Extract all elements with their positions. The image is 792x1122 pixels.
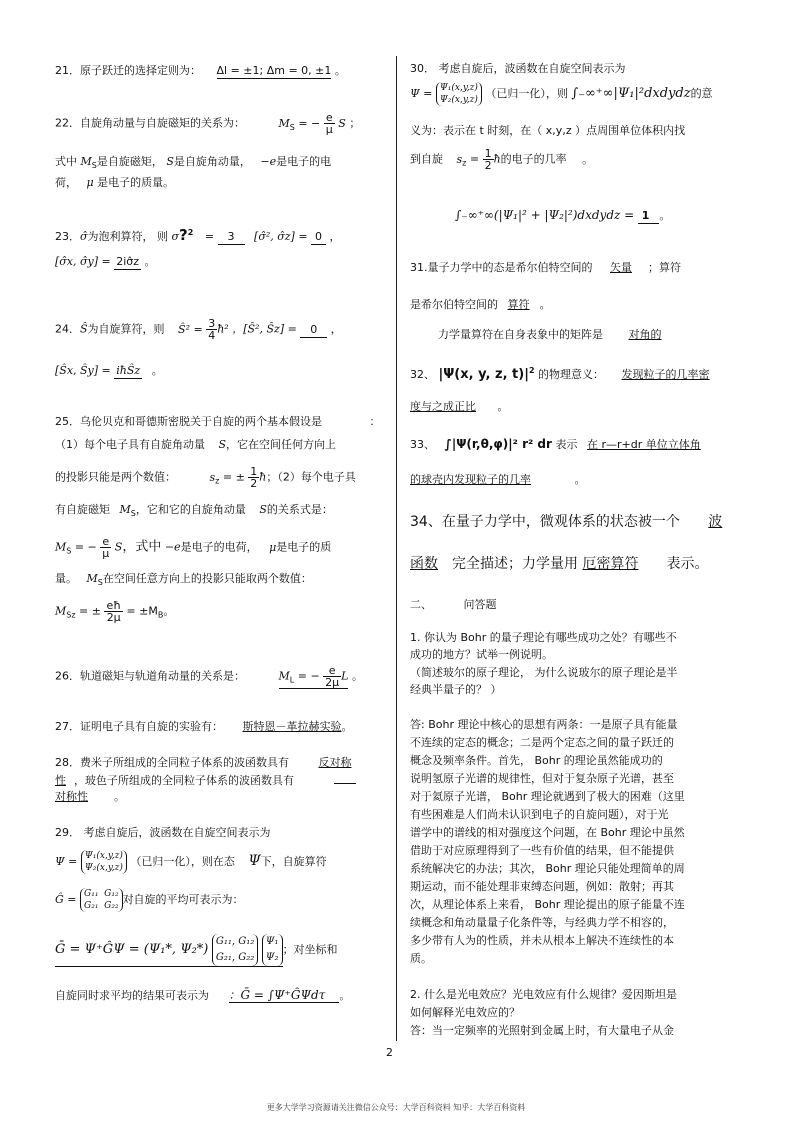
blank-line bbox=[334, 773, 356, 784]
matrix-entry: G₂₂ bbox=[238, 952, 255, 963]
text: 完全描述；力学量用 bbox=[452, 556, 578, 572]
formula-symbol: μ bbox=[269, 540, 277, 554]
formula-symbol: S bbox=[166, 155, 174, 168]
question-28-line3 bbox=[55, 790, 125, 804]
vector-entry: Ψ₁(x,y,z) bbox=[439, 83, 478, 93]
answer-line: 说明氢原子光谱的规律性，但对于复杂原子光谱，甚至 bbox=[410, 772, 674, 785]
formula-symbol: Ψ bbox=[248, 853, 261, 869]
numerator: e bbox=[100, 536, 111, 548]
question-text: 21．原子跃迁的选择定则为： bbox=[55, 64, 201, 77]
text: 是电子的质 bbox=[276, 540, 332, 554]
punct: 。 bbox=[574, 473, 586, 486]
fraction bbox=[324, 112, 335, 135]
text: 的关系式是： bbox=[266, 503, 333, 516]
punct: 。 bbox=[341, 720, 353, 733]
question-1-line2 bbox=[410, 648, 553, 662]
answer-blank: 发现粒子的几率密 bbox=[621, 368, 710, 381]
formula-symbol: M bbox=[119, 503, 131, 516]
answer-line: 有些困难是人们尚未认识到电子的自旋问题），对于光 bbox=[410, 808, 669, 821]
question-text: 22．自旋角动量与自旋磁矩的关系为： bbox=[55, 116, 245, 130]
answer-line: 对于氦原子光谱， Bohr 理论就遇到了极大的困难（这里 bbox=[410, 790, 685, 803]
text: 23． bbox=[55, 230, 80, 243]
answer-blank: 在 r—r+dr 单位立体角 bbox=[586, 438, 701, 451]
formula: Ψ = bbox=[55, 855, 78, 868]
formula: |Ψ(x, y, z, t)| bbox=[438, 367, 529, 382]
question-text: 25．乌伦贝克和哥德斯密脱关于自旋的两个基本假设是 bbox=[55, 415, 322, 428]
question-text: 成功的地方？试举一例说明。 bbox=[410, 648, 553, 661]
question-mark: ? bbox=[179, 226, 188, 244]
text: 到自旋 bbox=[410, 152, 443, 166]
superscript: 2 bbox=[187, 228, 194, 237]
text: 义为：表示在 t 时刻，在（ x,y,z ）点周围单位体积内找 bbox=[410, 124, 686, 137]
formula-symbol: −e bbox=[260, 155, 277, 168]
text: 的投影只能是两个数值： bbox=[55, 470, 176, 484]
right-column bbox=[397, 0, 792, 1040]
formula-underlined bbox=[55, 934, 283, 967]
fraction bbox=[323, 665, 341, 688]
question-1-line4 bbox=[410, 683, 502, 697]
question-29-line3 bbox=[55, 888, 244, 920]
formula-operator: = − bbox=[74, 540, 97, 554]
question-22-line3 bbox=[55, 176, 174, 190]
text: 力学量算符在自身表象中的矩阵是 bbox=[438, 328, 603, 341]
text: 是电子的电荷， bbox=[180, 540, 258, 554]
question-24 bbox=[55, 318, 342, 341]
text: ，它和它的自旋角动量 bbox=[135, 503, 246, 516]
text: （已归一化），则在态 bbox=[130, 855, 235, 868]
numerator: e bbox=[323, 665, 341, 677]
denominator: 2 bbox=[250, 477, 258, 490]
answer-blank: 0 bbox=[300, 323, 327, 338]
answer-blank: 对角的 bbox=[628, 328, 662, 341]
question-27 bbox=[55, 720, 353, 734]
text: 为自旋算符，则 bbox=[87, 322, 165, 336]
formula-symbol: L bbox=[341, 669, 349, 683]
question-33 bbox=[410, 437, 701, 452]
answer-blank: 性 bbox=[55, 774, 66, 787]
question-29-line4 bbox=[55, 934, 338, 974]
fraction bbox=[206, 318, 217, 341]
question-1 bbox=[410, 631, 677, 645]
answer-blank: 1 bbox=[638, 209, 660, 224]
formula-subscript: z bbox=[215, 476, 220, 486]
formula-subscript: Sz bbox=[66, 610, 76, 620]
question-29 bbox=[55, 826, 271, 840]
question-text: （简述玻尔的原子理论， 为什么说玻尔的原子理论是半 bbox=[410, 666, 678, 679]
question-25-line3 bbox=[55, 466, 356, 489]
formula: Ŝ² = bbox=[178, 322, 203, 336]
formula-subscript: L bbox=[289, 675, 295, 685]
answer-blank: 函数 bbox=[410, 556, 438, 572]
question-25-line4 bbox=[55, 503, 333, 521]
punct: 。 bbox=[497, 400, 509, 413]
answer-blank: 算符 bbox=[507, 298, 530, 311]
text: 是自旋角动量， bbox=[173, 155, 251, 168]
numerator: eħ bbox=[106, 599, 121, 612]
fraction bbox=[100, 536, 111, 559]
answer-line: 续概念和角动量量子化条件等，与经典力学不相容的， bbox=[410, 916, 674, 929]
formula-symbol: M bbox=[278, 669, 290, 683]
section-heading bbox=[410, 598, 497, 612]
question-31 bbox=[410, 261, 681, 275]
denominator: 2μ bbox=[325, 676, 340, 689]
text: （已归一化），则 bbox=[485, 87, 568, 100]
formula-symbol: ħ bbox=[259, 470, 267, 484]
answer-blank: 厄密算符 bbox=[582, 556, 639, 572]
question-34-line2 bbox=[410, 555, 708, 573]
question-32 bbox=[410, 364, 718, 382]
punct: 。 bbox=[659, 209, 671, 222]
question-30-line5 bbox=[455, 208, 670, 224]
question-25-line5 bbox=[55, 536, 331, 559]
question-31-line3 bbox=[438, 328, 674, 342]
formula-symbol: −e bbox=[164, 540, 181, 554]
fraction bbox=[104, 600, 122, 623]
denominator: 2μ bbox=[106, 611, 121, 624]
punct: 。 bbox=[339, 989, 351, 1002]
punct: 。 bbox=[539, 298, 551, 311]
answer-blank bbox=[279, 665, 349, 689]
formula-symbol: ħ² bbox=[217, 322, 229, 336]
question-text: 27．证明电子具有自旋的实验有： bbox=[55, 720, 223, 733]
formula-operator: = ± bbox=[222, 470, 245, 484]
formula-symbol: S bbox=[114, 540, 123, 554]
formula-subscript: S bbox=[66, 546, 72, 556]
text: ；对坐标和 bbox=[282, 943, 338, 956]
fraction bbox=[248, 466, 259, 489]
text: 对自旋的平均可表示为： bbox=[122, 893, 244, 906]
formula-symbol: ħ bbox=[493, 152, 501, 166]
text: 表示。 bbox=[666, 556, 709, 572]
answer-blank: 斯特恩－革拉赫实验 bbox=[242, 720, 342, 733]
question-25 bbox=[55, 415, 381, 429]
formula-operator: = − bbox=[297, 669, 320, 683]
answer-line: 系统解决它的办法；其次， Bohr 理论只能处理简单的周 bbox=[410, 862, 685, 875]
vector-entry: Ψ₂(x,y,z) bbox=[439, 95, 478, 105]
formula: [σ̂x, σ̂y] = bbox=[55, 255, 111, 268]
question-30 bbox=[410, 62, 626, 76]
numerator: 1 bbox=[250, 465, 258, 478]
formula: Ḡ = Ψ⁺ĜΨ = (Ψ₁*, Ψ₂*) bbox=[55, 942, 209, 957]
formula: [Ŝx, Ŝy] = bbox=[55, 364, 111, 377]
answer-line: 概念及频率条件。首先， Bohr 的理论虽然能成功的 bbox=[410, 754, 663, 767]
answer-line: 谱学中的谱线的相对强度这个问题，在 Bohr 理论中虽然 bbox=[410, 826, 685, 839]
text: ，式中 bbox=[122, 539, 162, 555]
numerator: 3 bbox=[208, 317, 216, 330]
question-28 bbox=[55, 756, 352, 770]
answer-blank: Δl = ±1; Δm = 0, ±1 bbox=[216, 64, 332, 77]
formula-subscript: B bbox=[157, 610, 164, 620]
text: 下，自旋算符 bbox=[260, 855, 327, 868]
text: 是电子的电 bbox=[276, 155, 332, 168]
formula-subscript: S bbox=[97, 578, 103, 587]
answer-blank: 反对称 bbox=[318, 756, 352, 769]
text: 是电子的质量。 bbox=[97, 176, 175, 189]
question-text: 32、 bbox=[410, 368, 435, 381]
question-31-line2 bbox=[410, 298, 551, 312]
question-25-line2 bbox=[55, 438, 336, 452]
formula: [σ̂², σ̂z] = bbox=[254, 230, 308, 243]
question-text: 2. 什么是光电效应？光电效应有什么规律？爱因斯坦是 bbox=[410, 988, 677, 1001]
answer-blank: iħŜz bbox=[116, 364, 141, 377]
question-32-line2 bbox=[410, 400, 509, 414]
answer-line: 答: Bohr 理论中核心的思想有两条：一是原子具有能量 bbox=[410, 718, 678, 731]
punct: ， bbox=[330, 322, 342, 336]
answer-blank: 矢量 bbox=[610, 261, 632, 274]
question-text: 1. 你认为 Bohr 的量子理论有哪些成功之处？有哪些不 bbox=[410, 631, 677, 644]
punct: 。 bbox=[144, 255, 156, 268]
formula-operator: = bbox=[204, 230, 215, 243]
question-text: 28．费米子所组成的全同粒子体系的波函数具有 bbox=[55, 756, 289, 769]
formula bbox=[278, 111, 350, 136]
question-text: 31.量子力学中的态是希尔伯特空间的 bbox=[410, 261, 593, 274]
punct: ， bbox=[329, 230, 341, 243]
question-24-line2 bbox=[55, 364, 163, 379]
operator-matrix bbox=[80, 888, 123, 912]
text: 表示 bbox=[555, 438, 578, 451]
vector-entry: Ψ₂ bbox=[265, 952, 279, 963]
matrix-entry: G₂₁ bbox=[215, 952, 232, 963]
formula-symbol: M bbox=[278, 116, 290, 130]
formula-symbol: s bbox=[456, 152, 463, 166]
numerator: 1 bbox=[484, 147, 492, 160]
vector-entry: Ψ₁(x,y,z) bbox=[84, 851, 123, 861]
answer-blank: 波 bbox=[708, 514, 723, 530]
question-29-line2 bbox=[55, 850, 327, 882]
question-28-line2 bbox=[55, 773, 356, 788]
text: 式中 bbox=[55, 155, 77, 168]
matrix-entry: G₁₂ bbox=[104, 889, 119, 899]
punct: 。 bbox=[163, 604, 175, 618]
answer-line: 期运动，而不能处理非束缚态问题，例如：散射；再其 bbox=[410, 880, 674, 893]
formula-symbol: σ̂ bbox=[80, 230, 88, 243]
punct: 。 bbox=[151, 364, 163, 377]
text: 24． bbox=[55, 322, 80, 336]
formula-symbol: M bbox=[80, 155, 92, 168]
question-21 bbox=[55, 64, 346, 79]
formula-symbol: σ bbox=[171, 230, 180, 243]
question-text: 30． 考虑自旋后，波函数在自旋空间表示为 bbox=[410, 62, 626, 75]
formula-symbol: μ bbox=[86, 176, 94, 189]
answer-line: 多少带有人为的性质，并未从根本上解决不连续性的本 bbox=[410, 934, 674, 947]
formula-symbol: s bbox=[209, 470, 216, 484]
operator-matrix: G₁₁, G₁₂ G₂₁, G₂₂ bbox=[212, 934, 258, 966]
question-23 bbox=[55, 226, 341, 245]
question-30-line2 bbox=[410, 82, 713, 114]
section-number: 二、 bbox=[410, 598, 432, 611]
text: ；（2）每个电子具 bbox=[266, 470, 356, 484]
answer-line: 次，从理论体系上来看， Bohr 理论提出的原子能量不连 bbox=[410, 898, 685, 911]
punct: ： bbox=[369, 415, 381, 428]
answer-blank: 0 bbox=[311, 230, 326, 245]
punct: 。 bbox=[582, 152, 594, 166]
left-column bbox=[0, 0, 396, 1040]
question-text: 34、在量子力学中，微观体系的状态被一个 bbox=[410, 514, 680, 530]
question-30-line3 bbox=[410, 124, 685, 138]
text: 在空间任意方向上的投影只能取两个数值： bbox=[102, 572, 312, 585]
text: 有自旋磁矩 bbox=[55, 503, 110, 516]
superscript: 2 bbox=[528, 366, 535, 375]
question-text: 29． 考虑自旋后，波函数在自旋空间表示为 bbox=[55, 826, 271, 839]
question-2 bbox=[410, 988, 677, 1002]
answer-blank: 3 bbox=[218, 230, 245, 245]
question-26 bbox=[55, 665, 363, 689]
question-29-line5 bbox=[55, 988, 350, 1003]
denominator: 4 bbox=[208, 329, 216, 342]
answer-blank: 对称性 bbox=[55, 790, 88, 803]
answer-line: 质。 bbox=[410, 952, 432, 965]
formula-operator: = bbox=[469, 152, 480, 166]
formula: ，[Ŝ², Ŝz] = bbox=[232, 322, 297, 336]
text: 是希尔伯特空间的 bbox=[410, 298, 498, 311]
punct: ； bbox=[349, 116, 361, 130]
punct: 。 bbox=[114, 790, 125, 803]
question-text: 经典半量子的？ ） bbox=[410, 683, 502, 696]
matrix-entry: G₂₁ bbox=[84, 901, 99, 911]
formula-symbol: M bbox=[55, 604, 67, 618]
answer-blank: 2iσ̂z bbox=[116, 255, 140, 268]
question-34 bbox=[410, 513, 722, 531]
text: 的物理意义： bbox=[538, 368, 605, 381]
text: 为泡利算符， 则 bbox=[87, 230, 169, 243]
formula-symbol: S bbox=[218, 438, 227, 451]
question-text: 如何解释光电效应的？ bbox=[410, 1006, 520, 1019]
formula: ∫₋∞⁺∞|Ψ₁|²dxdydz bbox=[571, 86, 691, 101]
column-vector bbox=[436, 82, 482, 106]
text: 自旋同时求平均的结果可表示为 bbox=[55, 989, 209, 1002]
punct: 。 bbox=[334, 64, 346, 77]
formula-subscript: z bbox=[462, 158, 467, 168]
footer-note: 更多大学学习资源请关注微信公众号：大学百科资料 知乎：大学百科资料 bbox=[266, 1103, 526, 1112]
column-vector bbox=[81, 850, 127, 874]
answer-line: 借助于对应原理得到了一些有价值的结果，但不能提供 bbox=[410, 844, 674, 857]
vector-entry: Ψ₂(x,y,z) bbox=[84, 863, 123, 873]
question-22 bbox=[55, 112, 360, 135]
matrix-entry: G₁₁ bbox=[215, 936, 232, 947]
text: ；算符 bbox=[648, 261, 681, 274]
question-text: 26．轨道磁矩与轨道角动量的关系是： bbox=[55, 669, 245, 683]
text: 的意 bbox=[690, 87, 713, 100]
answer-blank: ：Ḡ = ∫Ψ⁺ĜΨdτ bbox=[229, 988, 340, 1003]
text: （1）每个电子具有自旋角动量 bbox=[55, 438, 205, 451]
formula: ∫₋∞⁺∞(|Ψ₁|² + |Ψ₂|²)dxdydz = bbox=[455, 208, 635, 222]
formula: Ĝ = bbox=[55, 893, 77, 906]
section-title: 问答题 bbox=[463, 598, 497, 611]
answer-blank: 度与之成正比 bbox=[410, 400, 476, 413]
answer-text: 答：当一定频率的光照射到金属上时，有大量电子从金 bbox=[410, 1024, 674, 1037]
fraction bbox=[483, 148, 494, 171]
matrix-entry: G₁₁ bbox=[84, 889, 99, 899]
text: ，它在空间任何方向上 bbox=[226, 438, 337, 451]
matrix-entry: G₂₂ bbox=[104, 901, 119, 911]
formula-subscript: S bbox=[289, 122, 295, 132]
punct: 。 bbox=[351, 669, 363, 683]
matrix-entry: G₁₂ bbox=[238, 936, 255, 947]
formula: Ψ = bbox=[410, 87, 433, 100]
formula-symbol: Ŝ bbox=[80, 322, 88, 336]
question-23-line2 bbox=[55, 255, 156, 270]
question-22-line2 bbox=[55, 155, 331, 173]
question-25-line7 bbox=[55, 600, 174, 623]
numerator: e bbox=[324, 112, 335, 124]
formula-operator: = ± bbox=[79, 604, 101, 618]
answer-2-line1 bbox=[410, 1024, 674, 1038]
question-1-line3 bbox=[410, 666, 678, 680]
question-25-line6 bbox=[55, 572, 312, 590]
question-2-line2 bbox=[410, 1006, 520, 1020]
formula-symbol: M bbox=[55, 540, 67, 554]
question-text: 33、 bbox=[410, 438, 435, 451]
page-number: 2 bbox=[386, 1046, 393, 1059]
formula-symbol: M bbox=[86, 572, 98, 585]
text: 是自旋磁矩， bbox=[96, 155, 163, 168]
vector-entry: Ψ₁ bbox=[265, 936, 279, 947]
formula-operator: = ±M bbox=[126, 604, 158, 618]
formula-subscript: S bbox=[91, 161, 97, 170]
question-33-line2 bbox=[410, 473, 586, 487]
answer-blank: 的球壳内发现粒子的几率 bbox=[410, 473, 531, 486]
denominator: μ bbox=[102, 547, 110, 560]
denominator: μ bbox=[325, 123, 333, 136]
text: 的电子的几率 bbox=[500, 152, 567, 166]
answer-line: 不连续的定态的概念；二是两个定态之间的量子跃迁的 bbox=[410, 736, 674, 749]
text: 量。 bbox=[55, 572, 77, 585]
text: 荷， bbox=[55, 176, 77, 189]
denominator: 2 bbox=[484, 159, 492, 172]
formula-symbol: S bbox=[338, 116, 346, 130]
formula-subscript: S bbox=[130, 509, 136, 518]
column-vector bbox=[262, 934, 283, 966]
formula-symbol: S bbox=[259, 503, 267, 516]
text: ，玻色子所组成的全同粒子体系的波函数具有 bbox=[74, 774, 294, 787]
formula: ∫|Ψ(r,θ,φ)|² r² dr bbox=[444, 437, 552, 451]
question-30-line4 bbox=[410, 148, 593, 171]
formula-operator: = − bbox=[298, 116, 321, 130]
